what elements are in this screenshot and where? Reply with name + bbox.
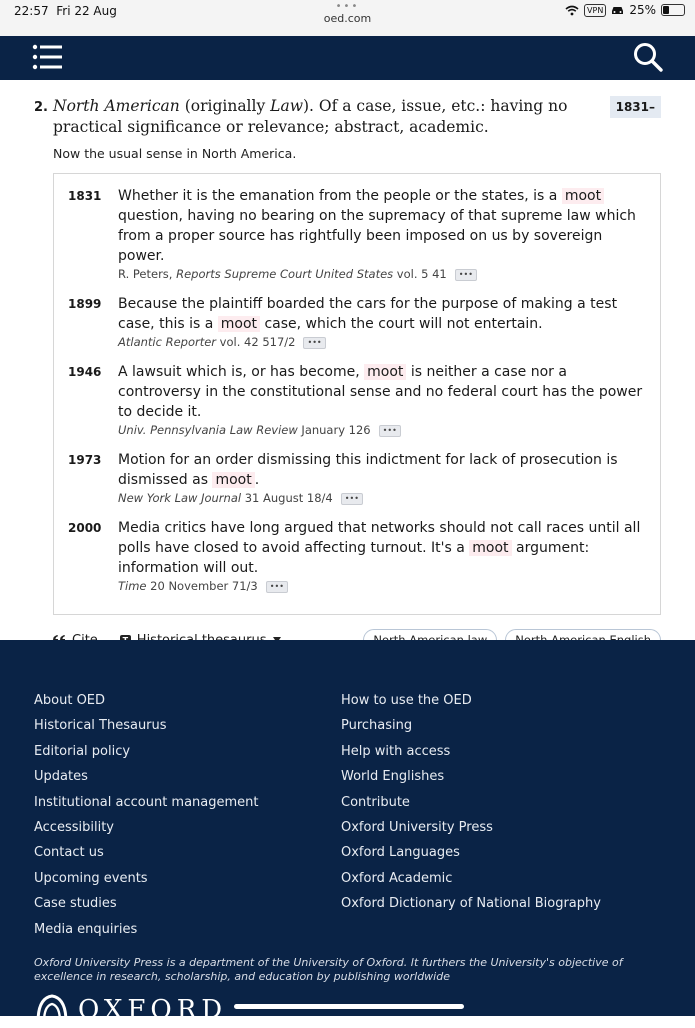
quotation-citation: R. Peters, Reports Supreme Court United States vol. 5 41 ••• bbox=[118, 267, 646, 281]
quotation-row bbox=[68, 186, 646, 281]
quotation-year: 1831 bbox=[68, 189, 102, 203]
more-options-icon[interactable]: ••• bbox=[341, 493, 363, 505]
quotation-body bbox=[118, 294, 646, 349]
quotation-text: Motion for an order dismissing this indictment for lack of prosecution is dismissed as moot . bbox=[118, 452, 618, 488]
quotation-text: Media critics have long argued that networks should not call races until all polls have closed to avoid affecting turnout. It's a moot argument: information will out. bbox=[118, 520, 641, 576]
sense-block bbox=[34, 96, 661, 138]
quotation-body bbox=[118, 186, 646, 281]
quotation-citation: Atlantic Reporter vol. 42 517/2 ••• bbox=[118, 335, 646, 349]
quotation-citation: Time 20 November 71/3 ••• bbox=[118, 579, 646, 593]
footer-note: Oxford University Press is a department of the University of Oxford. It furthers the University's objective of excellence in research, scholarship, and education by publishing worldwide bbox=[34, 955, 623, 983]
wifi-icon bbox=[565, 5, 579, 16]
citation-source[interactable]: Time bbox=[118, 579, 147, 593]
multitask-dots-icon[interactable]: ••• bbox=[335, 1, 360, 12]
footer-links bbox=[34, 688, 661, 942]
footer-link[interactable]: About OED bbox=[34, 693, 106, 708]
car-icon bbox=[611, 5, 624, 15]
site-footer bbox=[0, 640, 695, 1025]
footer-link[interactable]: Oxford Languages bbox=[341, 845, 460, 861]
citation-source[interactable]: Atlantic Reporter bbox=[118, 335, 217, 349]
quotation-row bbox=[68, 294, 646, 349]
oxford-logo[interactable] bbox=[34, 992, 227, 1028]
more-options-icon[interactable]: ••• bbox=[455, 269, 477, 281]
footer-link[interactable]: Media enquiries bbox=[34, 921, 138, 937]
footer-link[interactable]: Case studies bbox=[34, 896, 117, 912]
footer-link[interactable]: Historical Thesaurus bbox=[34, 718, 167, 734]
footer-link[interactable]: Upcoming events bbox=[34, 870, 148, 886]
footer-column-1 bbox=[34, 688, 341, 942]
status-date: Fri 22 Aug bbox=[56, 4, 117, 18]
quotation-keyword: moot bbox=[562, 188, 604, 204]
search-icon[interactable] bbox=[633, 42, 663, 72]
sense-note: Now the usual sense in North America. bbox=[53, 146, 297, 161]
quotation-year: 1946 bbox=[68, 365, 102, 379]
oxford-wordmark: OXFORD bbox=[78, 995, 228, 1025]
oxford-emblem-icon bbox=[34, 992, 70, 1028]
quotation-citation: New York Law Journal 31 August 18/4 ••• bbox=[118, 491, 646, 505]
quotation-text: Because the plaintiff boarded the cars for the purpose of making a test case, this is a moot case, which the court will not entertain. bbox=[118, 296, 618, 332]
quotation-text: A lawsuit which is, or has become, moot is neither a case nor a controversy in the constitutional sense and no federal court has the power to decide it. bbox=[118, 364, 643, 420]
quotation-year: 1973 bbox=[68, 453, 102, 467]
footer-link[interactable]: Oxford Academic bbox=[341, 870, 453, 886]
footer-link[interactable]: Purchasing bbox=[341, 718, 413, 734]
quotation-year: 2000 bbox=[68, 521, 102, 535]
home-indicator[interactable] bbox=[234, 1004, 464, 1009]
footer-link[interactable]: Oxford Dictionary of National Biography bbox=[341, 896, 601, 912]
battery-icon bbox=[661, 4, 685, 16]
footer-column-2 bbox=[341, 688, 648, 942]
quotation-body bbox=[118, 450, 646, 505]
footer-link[interactable]: Contact us bbox=[34, 845, 104, 861]
quotation-keyword: moot bbox=[212, 472, 254, 488]
status-indicators bbox=[565, 3, 685, 17]
more-options-icon[interactable]: ••• bbox=[303, 337, 325, 349]
quotation-row bbox=[68, 362, 646, 437]
footer-link[interactable]: World Englishes bbox=[341, 769, 445, 785]
vpn-badge: VPN bbox=[584, 4, 606, 17]
quotation-keyword: moot bbox=[364, 364, 406, 380]
label-law[interactable]: Law bbox=[270, 97, 303, 115]
footer-link[interactable]: Help with access bbox=[341, 743, 451, 759]
sense-number: 2. bbox=[34, 100, 48, 115]
sense-definition: North American (originally Law). Of a case, issue, etc.: having no practical significance or relevance; abstract, academic. bbox=[53, 97, 568, 136]
more-options-icon[interactable]: ••• bbox=[379, 425, 401, 437]
footer-link[interactable]: Editorial policy bbox=[34, 743, 131, 759]
footer-link[interactable]: How to use the OED bbox=[341, 693, 472, 708]
menu-icon[interactable] bbox=[32, 44, 62, 70]
quotations-box bbox=[53, 173, 661, 615]
more-options-icon[interactable]: ••• bbox=[266, 581, 288, 593]
quotation-row bbox=[68, 450, 646, 505]
date-badge: 1831– bbox=[610, 96, 661, 118]
site-header bbox=[0, 36, 695, 80]
citation-source[interactable]: Reports Supreme Court United States bbox=[176, 267, 394, 281]
footer-link[interactable]: Contribute bbox=[341, 794, 410, 810]
footer-link[interactable]: Oxford University Press bbox=[341, 819, 493, 835]
status-time: 22:57 bbox=[14, 4, 49, 18]
citation-source[interactable]: Univ. Pennsylvania Law Review bbox=[118, 423, 298, 437]
citation-source[interactable]: New York Law Journal bbox=[118, 491, 242, 505]
battery-percent: 25% bbox=[629, 3, 656, 17]
url-text[interactable]: oed.com bbox=[323, 12, 372, 25]
entry-content bbox=[0, 80, 695, 640]
label-north-american[interactable]: North American bbox=[53, 97, 180, 115]
footer-link[interactable]: Accessibility bbox=[34, 819, 114, 835]
quotation-body bbox=[118, 362, 646, 437]
quotation-keyword: moot bbox=[469, 540, 511, 556]
status-bar bbox=[0, 0, 695, 36]
quotation-body bbox=[118, 518, 646, 593]
quotation-keyword: moot bbox=[218, 316, 260, 332]
quotation-text: Whether it is the emanation from the people or the states, is a moot question, having no bearing on the supremacy of that supreme law which from a proper source has rightfully been imposed on us by sovereign power. bbox=[118, 188, 636, 264]
quotation-citation: Univ. Pennsylvania Law Review January 126 ••• bbox=[118, 423, 646, 437]
quotation-row bbox=[68, 518, 646, 593]
footer-link[interactable]: Institutional account management bbox=[34, 794, 259, 810]
quotation-year: 1899 bbox=[68, 297, 102, 311]
footer-link[interactable]: Updates bbox=[34, 769, 88, 785]
